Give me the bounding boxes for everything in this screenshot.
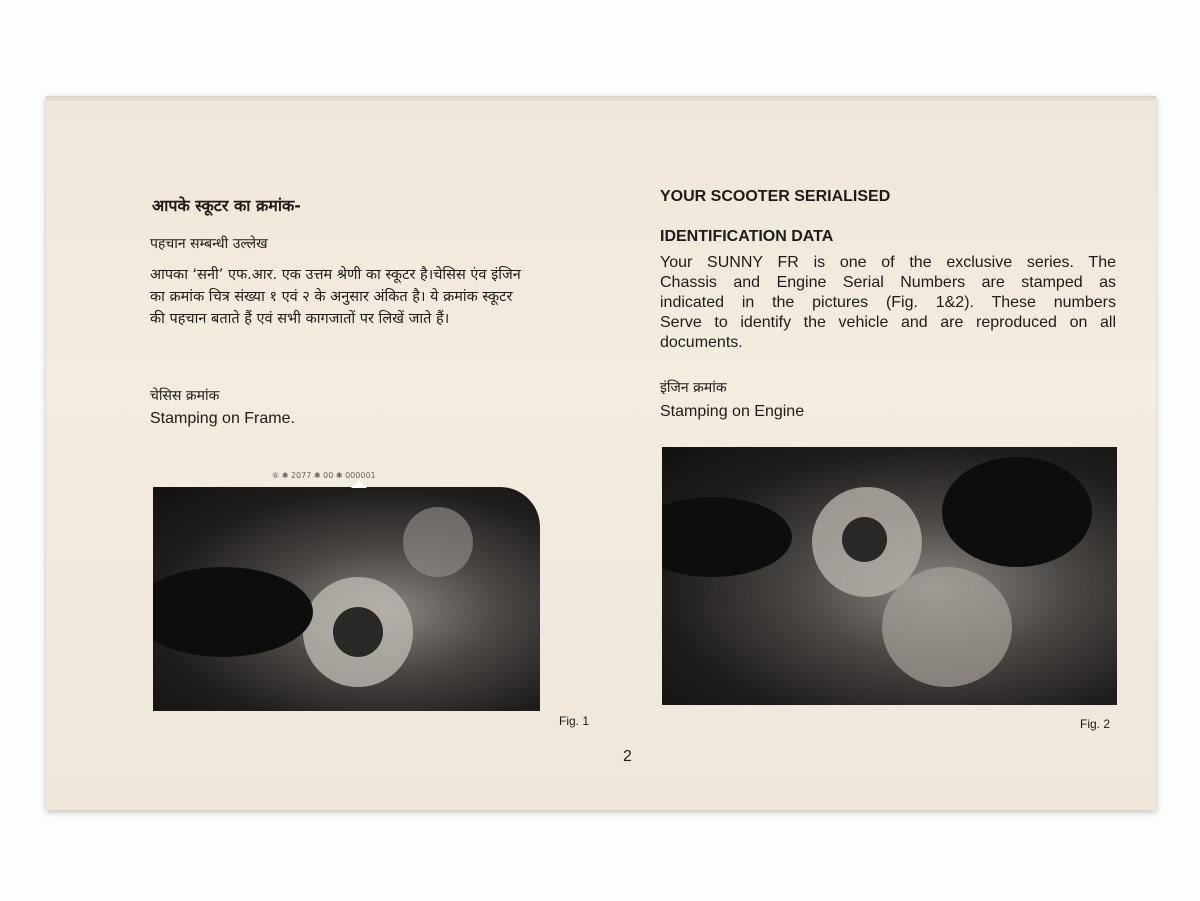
hindi-body-line: का क्रमांक चित्र संख्या १ एवं २ के अनुसार अंकित है। ये क्रमांक स्कूटर xyxy=(150,289,513,305)
serial-stamp: ⑥ ✱ 2077 ✱ 00 ✱ 000001 xyxy=(272,471,376,480)
section-body xyxy=(660,253,1116,353)
caption-frame: Stamping on Frame. xyxy=(150,410,295,427)
figure-1-photo xyxy=(153,487,540,711)
body-line: Your SUNNY FR is one of the exclusive series. The xyxy=(660,254,1116,271)
body-line: documents. xyxy=(660,334,743,351)
hindi-body-line: आपका ‘सनी’ एफ.आर. एक उत्तम श्रेणी का स्कूटर है।चेसिस एंव इंजिन xyxy=(150,267,521,283)
hindi-subtitle: पहचान सम्बन्धी उल्लेख xyxy=(150,236,268,252)
section-subtitle: IDENTIFICATION DATA xyxy=(660,228,834,245)
hindi-title: आपके स्कूटर का क्रमांक- xyxy=(152,196,301,215)
figure-2-photo xyxy=(662,447,1117,705)
section-title: YOUR SCOOTER SERIALISED xyxy=(660,188,891,205)
hindi-body xyxy=(150,264,521,330)
page-number: 2 xyxy=(623,748,632,765)
figure-2-label: Fig. 2 xyxy=(1080,717,1111,731)
arrow-icon xyxy=(351,480,367,488)
hindi-caption-engine: इंजिन क्रमांक xyxy=(660,380,727,396)
figure-1-label: Fig. 1 xyxy=(559,714,590,728)
body-line: Chassis and Engine Serial Numbers are stamped as xyxy=(660,274,1116,291)
hindi-body-line: की पहचान बताते हैं एवं सभी कागजातों पर लिखें जाते हैं। xyxy=(150,311,450,327)
body-line: indicated in the pictures (Fig. 1&2). These numbers xyxy=(660,294,1116,311)
body-line: Serve to identify the vehicle and are reproduced on all xyxy=(660,314,1116,331)
caption-engine: Stamping on Engine xyxy=(660,403,805,420)
booklet-page xyxy=(46,96,1156,810)
hindi-caption-frame: चेसिस क्रमांक xyxy=(150,388,220,404)
